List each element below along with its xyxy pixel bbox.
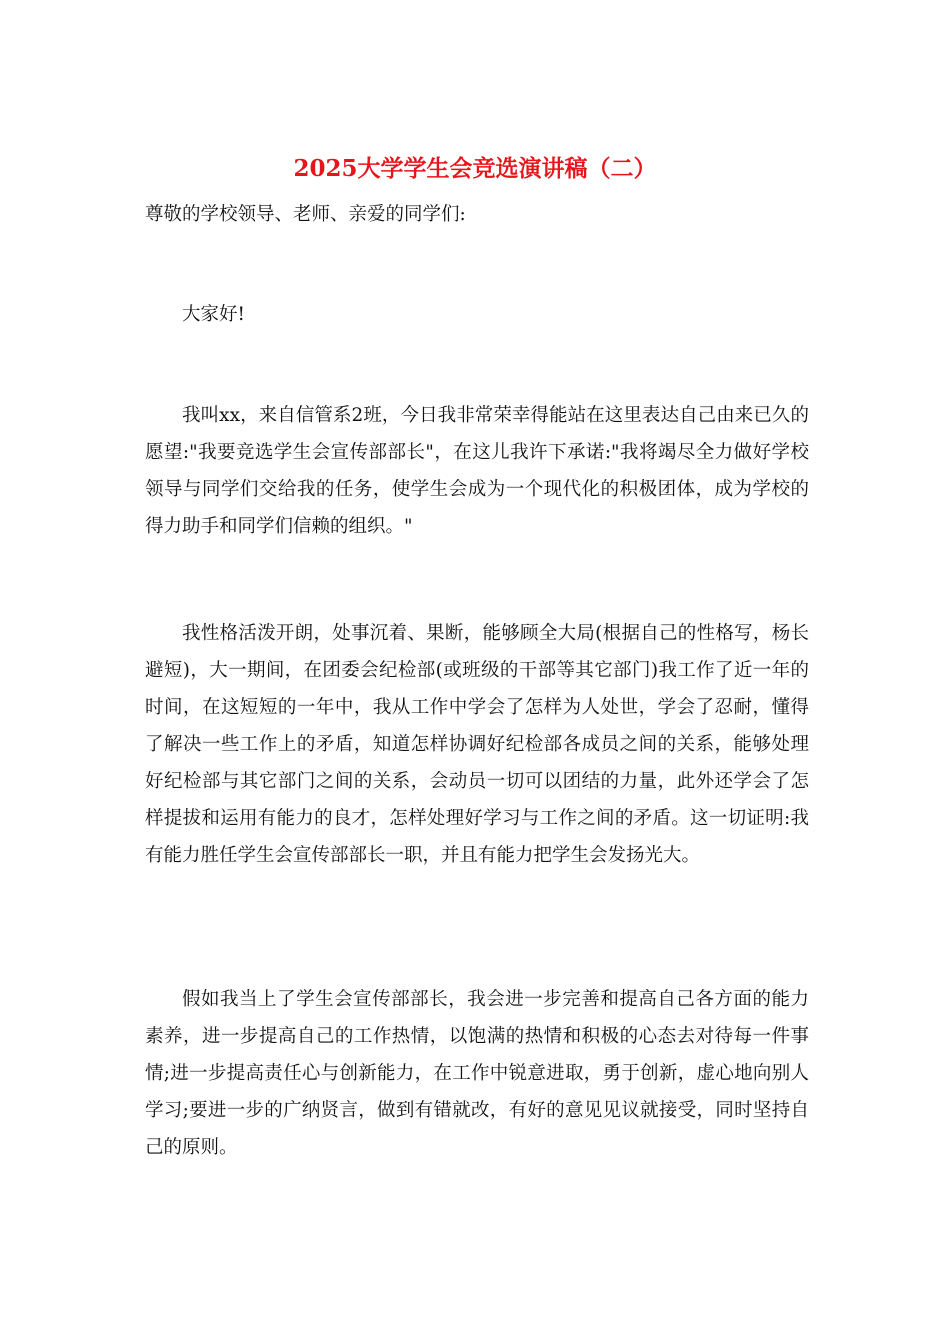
paragraph-experience: 我性格活泼开朗，处事沉着、果断，能够顾全大局(根据自己的性格写，杨长避短)，大一期间，在团委会纪检部(或班级的干部等其它部门)我工作了近一年的时间，在这短短的一年中，我从工作中学会了怎样为人处世，学会了忍耐，懂得了解决一些工作上的矛盾，知道怎样协调好纪检部各成员之间的关系，能够处理好纪检部与其它部门之间的关系，会动员一切可以团结的力量，此外还学会了怎样提拔和运用有能力的良才，怎样处理好学习与工作之间的矛盾。这一切证明:我有能力胜任学生会宣传部部长一职，并且有能力把学生会发扬光大。	[145, 623, 809, 866]
paragraph-plans: 假如我当上了学生会宣传部部长，我会进一步完善和提高自己各方面的能力素养，进一步提高自己的工作热情，以饱满的热情和积极的心态去对待每一件事情;进一步提高责任心与创新能力，在工作中锐意进取，勇于创新，虚心地向别人学习;要进一步的广纳贤言，做到有错就改，有好的意见见议就接受，同时坚持自己的原则。	[145, 989, 809, 1158]
document-title: 2025大学学生会竞选演讲稿（二）	[293, 155, 657, 182]
paragraph-introduction: 我叫xx，来自信管系2班，今日我非常荣幸得能站在这里表达自己由来已久的愿望:"我要竞选学生会宣传部部长"，在这儿我许下承诺:"我将竭尽全力做好学校领导与同学们交给我的任务，使学生会成为一个现代化的积极团体，成为学校的得力助手和同学们信赖的组织。"	[145, 405, 809, 537]
salutation: 尊敬的学校领导、老师、亲爱的同学们:	[145, 204, 466, 225]
paragraph-greeting: 大家好!	[182, 304, 245, 325]
